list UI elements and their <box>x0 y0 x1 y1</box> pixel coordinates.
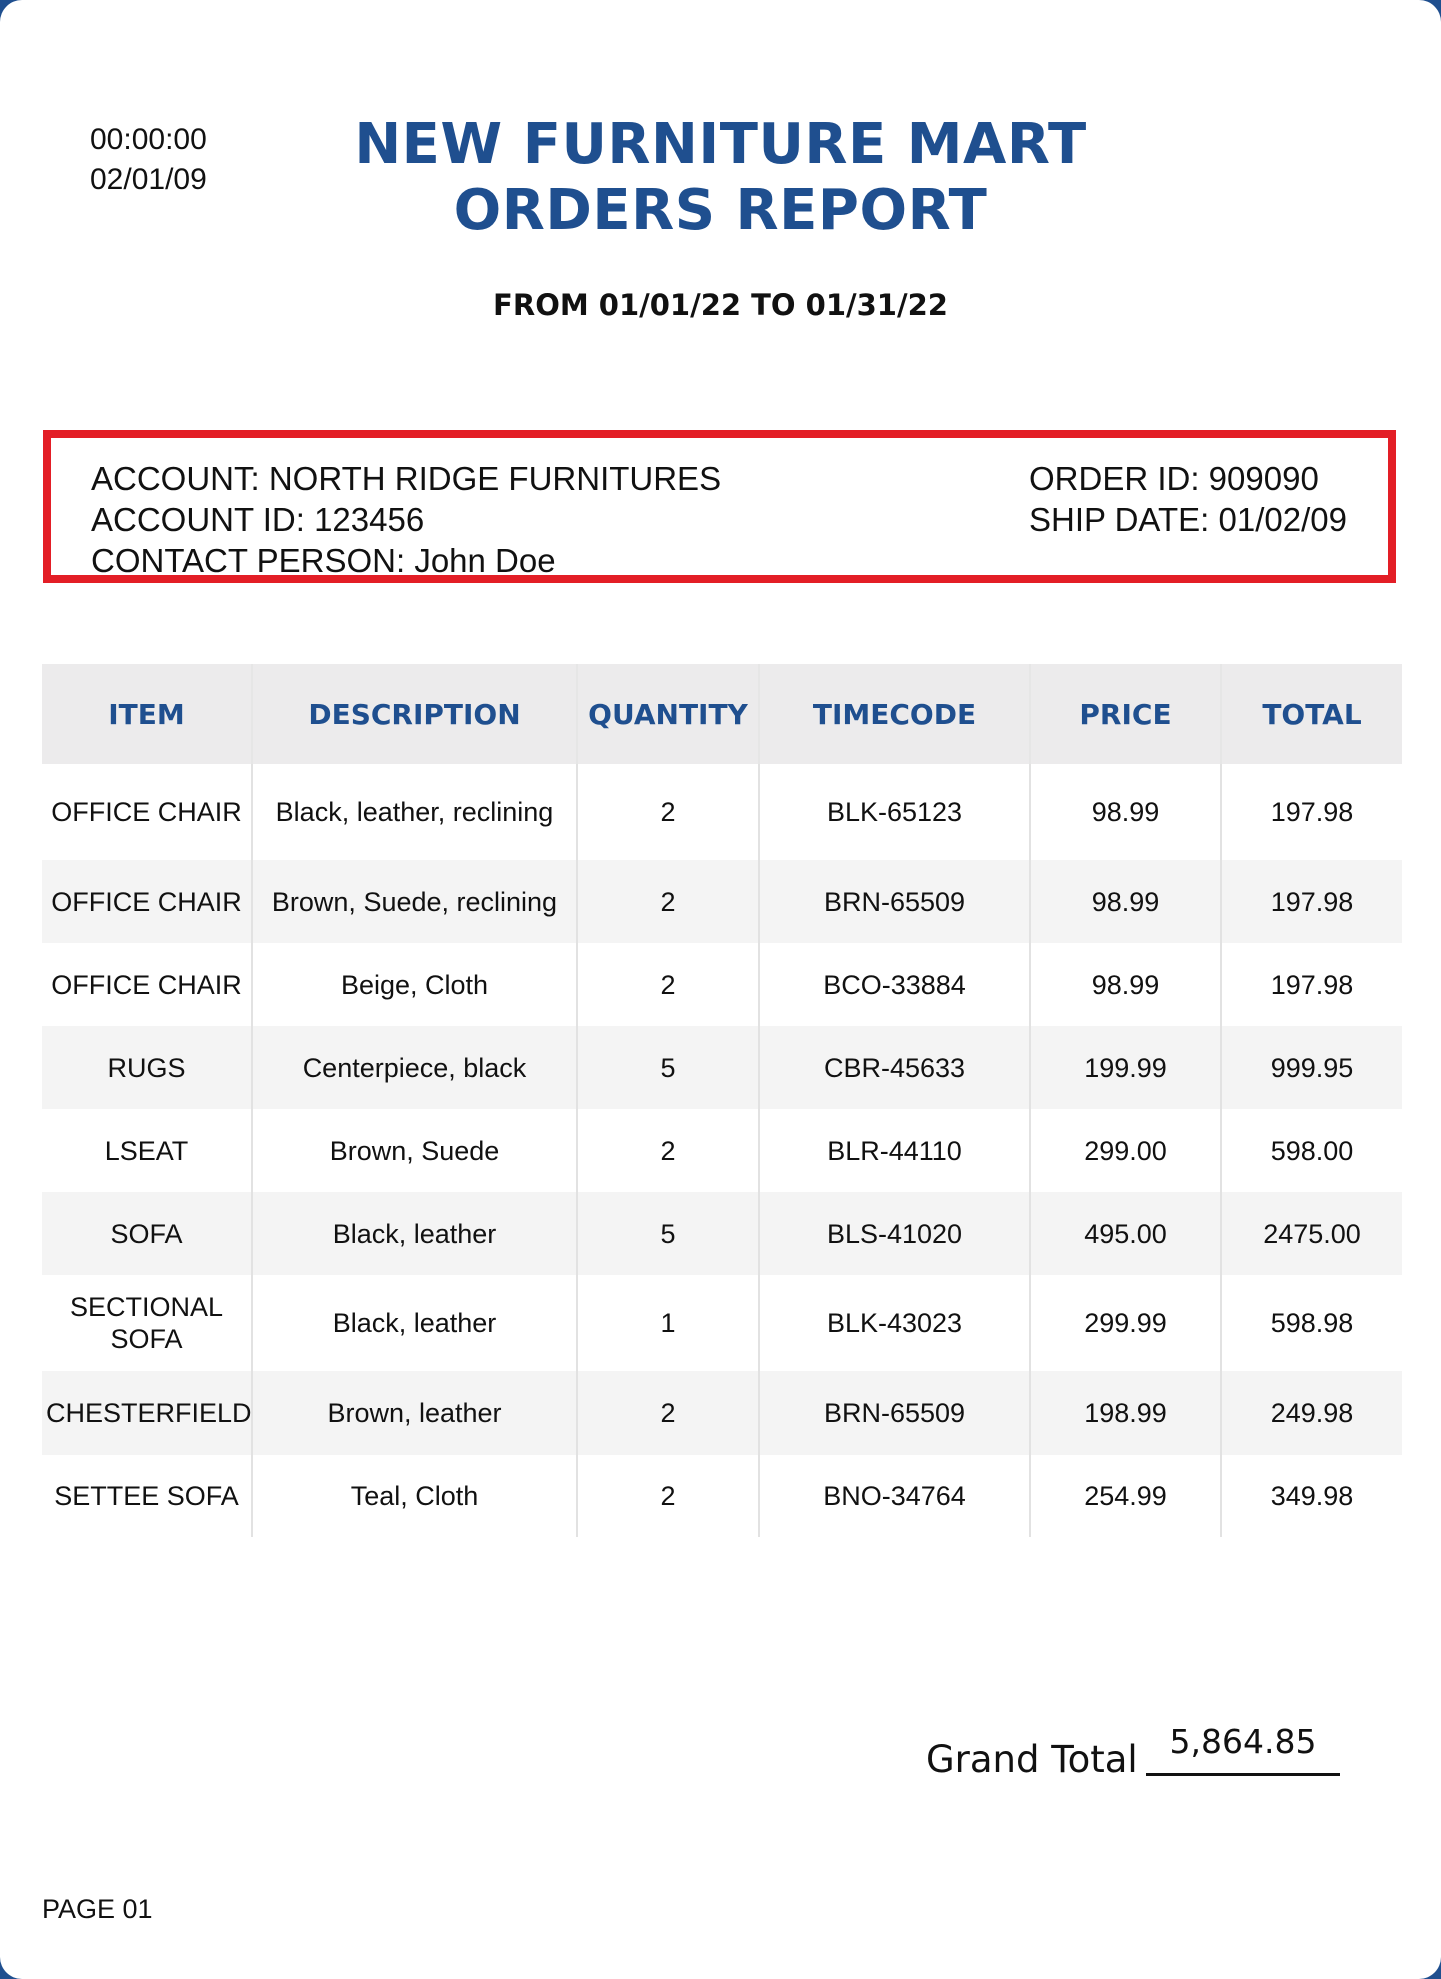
cell-price: 98.99 <box>1030 764 1221 860</box>
grand-total-value: 5,864.85 <box>1146 1722 1340 1776</box>
cell-timecode: BLK-43023 <box>759 1275 1030 1371</box>
cell-item: SECTIONAL SOFA <box>69 1292 224 1354</box>
cell-item: OFFICE CHAIR <box>51 797 242 827</box>
table-row <box>42 1455 1402 1537</box>
header-description: DESCRIPTION <box>252 664 577 764</box>
table-row <box>42 1109 1402 1192</box>
cell-timecode: BLK-65123 <box>759 764 1030 860</box>
cell-description: Black, leather <box>252 1192 577 1275</box>
cell-quantity: 5 <box>577 1026 759 1109</box>
cell-total: 349.98 <box>1221 1455 1402 1537</box>
cell-quantity: 2 <box>577 1109 759 1192</box>
header-timecode: TIMECODE <box>759 664 1030 764</box>
table-row <box>42 764 1402 860</box>
cell-timecode: BLR-44110 <box>759 1109 1030 1192</box>
report-title <box>0 112 1441 244</box>
cell-quantity: 2 <box>577 943 759 1026</box>
order-details <box>1029 458 1347 540</box>
account-details <box>91 458 721 581</box>
cell-timecode: BRN-65509 <box>759 1371 1030 1455</box>
cell-price: 98.99 <box>1030 860 1221 943</box>
cell-description: Brown, Suede <box>252 1109 577 1192</box>
cell-price: 495.00 <box>1030 1192 1221 1275</box>
cell-item: OFFICE CHAIR <box>51 969 242 1000</box>
cell-description: Black, leather, reclining <box>252 764 577 860</box>
cell-description: Centerpiece, black <box>252 1026 577 1109</box>
cell-quantity: 2 <box>577 1455 759 1537</box>
orders-table <box>42 664 1402 1537</box>
cell-quantity: 1 <box>577 1275 759 1371</box>
ship-date: SHIP DATE: 01/02/09 <box>1029 501 1347 538</box>
table-row <box>42 1026 1402 1109</box>
cell-description: Black, leather <box>252 1275 577 1371</box>
cell-price: 299.00 <box>1030 1109 1221 1192</box>
cell-price: 198.99 <box>1030 1371 1221 1455</box>
cell-quantity: 2 <box>577 1371 759 1455</box>
cell-price: 254.99 <box>1030 1455 1221 1537</box>
cell-quantity: 2 <box>577 860 759 943</box>
header-item: ITEM <box>42 664 252 764</box>
cell-total: 598.98 <box>1221 1275 1402 1371</box>
report-date: 02/01/09 <box>90 163 207 196</box>
cell-total: 249.98 <box>1221 1371 1402 1455</box>
grand-total-label: Grand Total <box>926 1738 1138 1781</box>
header-price: PRICE <box>1030 664 1221 764</box>
cell-timecode: BLS-41020 <box>759 1192 1030 1275</box>
cell-description: Beige, Cloth <box>252 943 577 1026</box>
table-header-row <box>42 664 1402 764</box>
contact-person: CONTACT PERSON: John Doe <box>91 542 556 579</box>
cell-item: OFFICE CHAIR <box>42 860 252 943</box>
cell-item: SETTEE SOFA <box>54 1481 239 1511</box>
title-line-1: NEW FURNITURE MART <box>354 112 1087 177</box>
cell-timecode: BNO-34764 <box>759 1455 1030 1537</box>
header-total: TOTAL <box>1221 664 1402 764</box>
header-quantity: QUANTITY <box>577 664 759 764</box>
report-time: 00:00:00 <box>90 123 207 156</box>
cell-description: Brown, leather <box>252 1371 577 1455</box>
cell-item: LSEAT <box>104 1135 189 1166</box>
cell-quantity: 5 <box>577 1192 759 1275</box>
cell-total: 2475.00 <box>1221 1192 1402 1275</box>
cell-item: SOFA <box>42 1192 252 1275</box>
cell-timecode: BCO-33884 <box>759 943 1030 1026</box>
cell-total: 999.95 <box>1221 1026 1402 1109</box>
cell-total: 197.98 <box>1221 860 1402 943</box>
cell-total: 598.00 <box>1221 1109 1402 1192</box>
cell-total: 197.98 <box>1221 764 1402 860</box>
order-id: ORDER ID: 909090 <box>1029 460 1319 497</box>
cell-price: 299.99 <box>1030 1275 1221 1371</box>
page-number: PAGE 01 <box>42 1894 153 1924</box>
cell-description: Teal, Cloth <box>252 1455 577 1537</box>
cell-price: 98.99 <box>1030 943 1221 1026</box>
table-row <box>42 943 1402 1026</box>
cell-item: RUGS <box>42 1026 252 1109</box>
table-row <box>42 1192 1402 1275</box>
table-row <box>42 1371 1402 1455</box>
cell-price: 199.99 <box>1030 1026 1221 1109</box>
account-id: ACCOUNT ID: 123456 <box>91 501 425 538</box>
account-name: ACCOUNT: NORTH RIDGE FURNITURES <box>91 460 722 497</box>
cell-timecode: CBR-45633 <box>759 1026 1030 1109</box>
account-info-box <box>43 430 1396 583</box>
table-row <box>42 1275 1402 1371</box>
title-line-2: ORDERS REPORT <box>453 178 988 243</box>
date-range: FROM 01/01/22 TO 01/31/22 <box>493 288 948 322</box>
table-row <box>42 860 1402 943</box>
cell-description: Brown, Suede, reclining <box>252 860 577 943</box>
cell-total: 197.98 <box>1221 943 1402 1026</box>
cell-timecode: BRN-65509 <box>759 860 1030 943</box>
cell-item: CHESTERFIELD <box>42 1371 252 1455</box>
cell-quantity: 2 <box>577 764 759 860</box>
